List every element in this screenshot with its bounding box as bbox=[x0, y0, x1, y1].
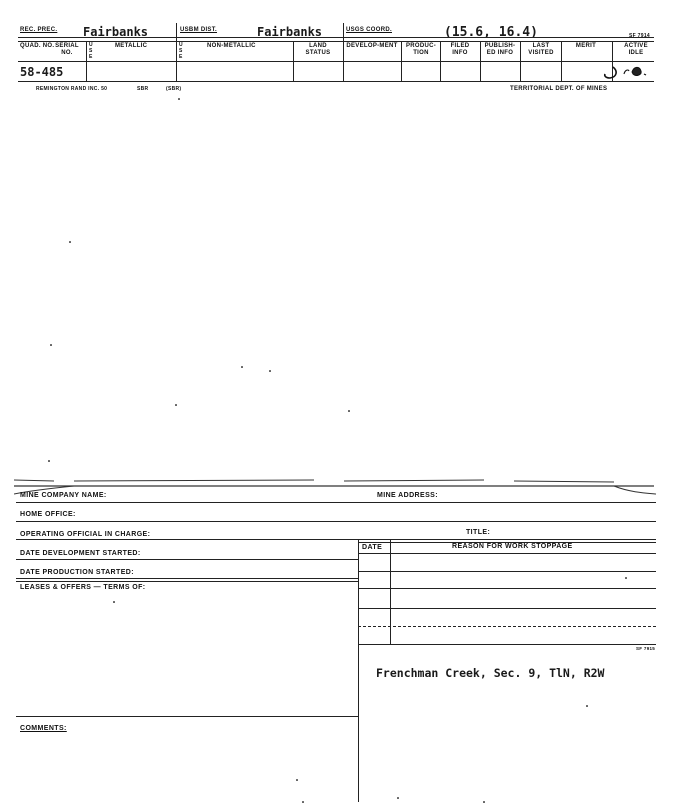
date-production-label: DATE PRODUCTION STARTED: bbox=[20, 569, 134, 576]
rec-prec-label: REC. PREC. bbox=[20, 27, 58, 33]
handwritten-mark bbox=[600, 62, 652, 82]
mine-company-name-label: MINE COMPANY NAME: bbox=[20, 492, 107, 499]
col-quad-no: QUAD. NO. bbox=[20, 43, 55, 49]
col-filed-info: FILED INFO bbox=[450, 43, 470, 56]
printer-code-2: (SBR) bbox=[166, 86, 182, 92]
printer-label: REMINGTON RAND INC. 50 bbox=[36, 86, 108, 92]
col-metallic: METALLIC bbox=[115, 43, 148, 49]
usbm-dist-label: USBM DIST. bbox=[180, 27, 218, 33]
col-use-nonmetallic: U S E bbox=[179, 42, 183, 60]
comments-label: COMMENTS: bbox=[20, 725, 67, 732]
col-merit: MERIT bbox=[575, 43, 597, 49]
card-edge bbox=[14, 472, 660, 498]
form-number-bottom: SF 7915 bbox=[636, 646, 656, 651]
col-land-status: LAND STATUS bbox=[305, 43, 331, 56]
serial-value: 58-485 bbox=[20, 65, 64, 79]
col-active-idle: ACTIVE IDLE bbox=[624, 43, 648, 56]
usbm-dist-value: Fairbanks bbox=[257, 25, 323, 39]
col-use-metallic: U S E bbox=[89, 42, 93, 60]
col-last-visited: LAST VISITED bbox=[528, 43, 554, 56]
title-label: TITLE: bbox=[466, 529, 491, 536]
printer-code-1: SBR bbox=[137, 86, 149, 92]
operating-official-label: OPERATING OFFICIAL IN CHARGE: bbox=[20, 531, 151, 538]
location-note: Frenchman Creek, Sec. 9, TlN, R2W bbox=[376, 666, 605, 680]
date-header: DATE bbox=[362, 544, 383, 551]
date-development-label: DATE DEVELOPMENT STARTED: bbox=[20, 550, 141, 557]
home-office-label: HOME OFFICE: bbox=[20, 511, 76, 518]
usgs-coord-value: (15.6, 16.4) bbox=[444, 25, 538, 40]
col-non-metallic: NON-METALLIC bbox=[207, 43, 256, 49]
reason-header: REASON FOR WORK STOPPAGE bbox=[452, 543, 573, 550]
col-serial-no: SERIAL NO. bbox=[55, 43, 79, 56]
leases-label: LEASES & OFFERS — TERMS OF: bbox=[20, 584, 146, 591]
rec-prec-value: Fairbanks bbox=[83, 25, 149, 39]
col-development: DEVELOP-MENT bbox=[346, 43, 398, 49]
col-production: PRODUC-TION bbox=[405, 43, 437, 56]
usgs-coord-label: USGS COORD. bbox=[346, 27, 392, 33]
mine-address-label: MINE ADDRESS: bbox=[377, 492, 438, 499]
col-published-info: PUBLISH-ED INFO bbox=[484, 43, 516, 56]
form-number-top: SF 7914 bbox=[629, 33, 651, 39]
department-label: TERRITORIAL DEPT. OF MINES bbox=[510, 86, 608, 92]
